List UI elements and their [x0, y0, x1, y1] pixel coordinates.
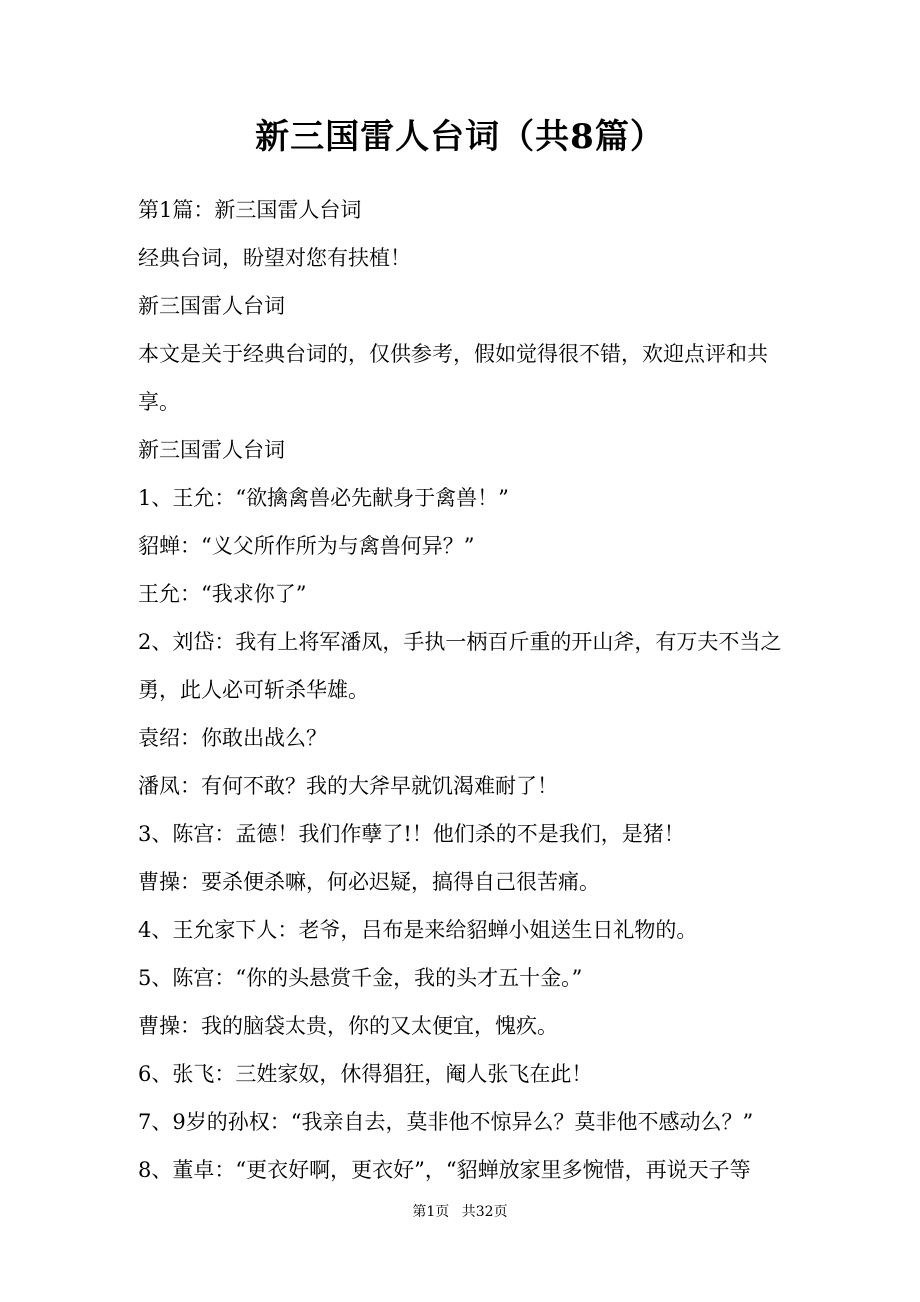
- page-footer: [0, 1202, 920, 1222]
- paragraph: 新三国雷人台词: [138, 438, 285, 462]
- quote-line: 袁绍：你敢出战么？: [138, 726, 327, 750]
- quote-line: 6、张飞：三姓家奴，休得猖狂，阉人张飞在此！: [138, 1062, 593, 1086]
- paragraph: 新三国雷人台词: [138, 294, 285, 318]
- quote-line: 5、陈宫：“你的头悬赏千金，我的头才五十金。”: [138, 966, 583, 990]
- document-title: 新三国雷人台词（共8篇）: [255, 117, 665, 157]
- page-total: 共32页: [461, 1204, 508, 1220]
- quote-line: 1、王允：“欲擒禽兽必先献身于禽兽！”: [138, 486, 509, 510]
- page-number: 第1页: [412, 1204, 450, 1220]
- quote-line: 7、9岁的孙权：“我亲自去，莫非他不惊异么？莫非他不感动么？”: [138, 1110, 754, 1134]
- document-body: [138, 186, 788, 1194]
- quote-line: 貂蝉：“义父所作所为与禽兽何异？”: [138, 534, 475, 558]
- quote-line: 8、董卓：“更衣好啊，更衣好”，“貂蝉放家里多惋惜，再说天子等: [138, 1158, 751, 1182]
- quote-line: 4、王允家下人：老爷，吕布是来给貂蝉小姐送生日礼物的。: [138, 918, 698, 942]
- paragraph: 经典台词，盼望对您有扶植！: [138, 246, 411, 270]
- quote-line: 曹操：我的脑袋太贵，你的又太便宜，愧疚。: [138, 1014, 558, 1038]
- paragraph: 本文是关于经典台词的，仅供参考，假如觉得很不错，欢迎点评和共享。: [138, 342, 768, 414]
- quote-line: 王允：“我求你了”: [138, 582, 307, 606]
- quote-line: 2、刘岱：我有上将军潘凤，手执一柄百斤重的开山斧，有万夫不当之勇，此人必可斩杀华雄。: [138, 630, 782, 702]
- quote-line: 3、陈宫：孟德！我们作孽了!！他们杀的不是我们，是猪！: [138, 822, 685, 846]
- paragraph-heading: 第1篇：新三国雷人台词: [138, 198, 362, 222]
- quote-line: 潘凤：有何不敢？我的大斧早就饥渴难耐了！: [138, 774, 558, 798]
- quote-line: 曹操：要杀便杀嘛，何必迟疑，搞得自己很苦痛。: [138, 870, 600, 894]
